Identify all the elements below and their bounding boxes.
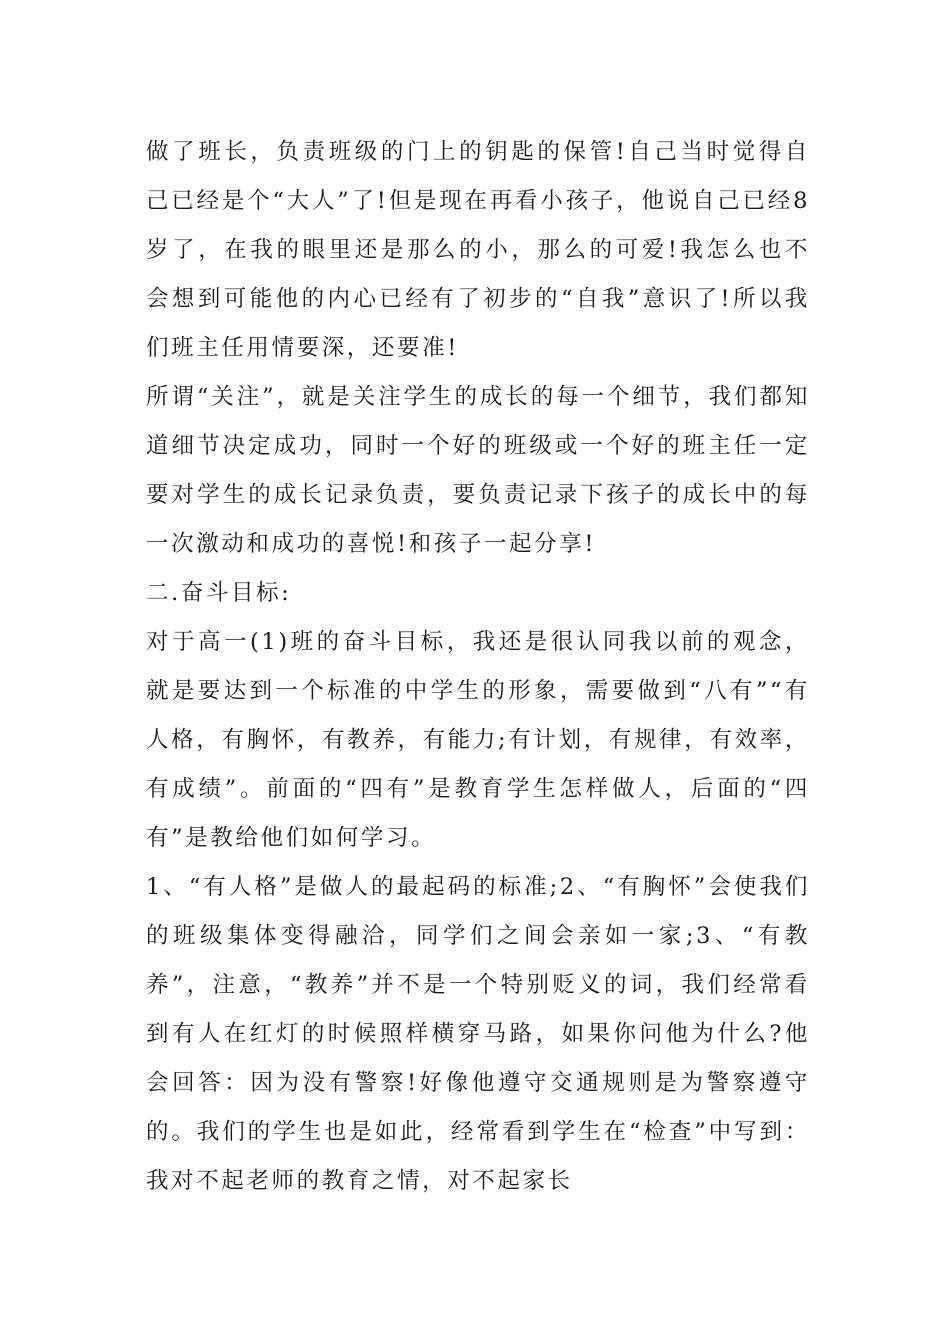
document-body <box>146 128 810 1206</box>
paragraph-eight-haves-details: 1、“有人格”是做人的最起码的标准;2、“有胸怀”会使我们的班级集体变得融洽，同学们之间会亲如一家;3、“有教养”，注意，“教养”并不是一个特别贬义的词，我们经常看到有人在红灯的时候照样横穿马路，如果你问他为什么?他会回答：因为没有警察!好像他遵守交通规则是为警察遵守的。我们的学生也是如此，经常看到学生在“检查”中写到：我对不起老师的教育之情，对不起家长 <box>146 874 810 1194</box>
paragraph-eight-haves: 对于高一(1)班的奋斗目标，我还是很认同我以前的观念，就是要达到一个标准的中学生的形象，需要做到“八有”“有人格，有胸怀，有教养，有能力;有计划，有规律，有效率，有成绩”。前面的“四有”是教育学生怎样做人，后面的“四有”是教给他们如何学习。 <box>146 629 810 851</box>
paragraph-attention: 所谓“关注”，就是关注学生的成长的每一个细节，我们都知道细节决定成功，同时一个好的班级或一个好的班主任一定要对学生的成长记录负责，要负责记录下孩子的成长中的每一次激动和成功的喜悦!和孩子一起分享! <box>146 384 810 557</box>
paragraph-class-monitor-memory: 做了班长，负责班级的门上的钥匙的保管!自己当时觉得自己已经是个“大人”了!但是现在再看小孩子，他说自己已经8岁了，在我的眼里还是那么的小，那么的可爱!我怎么也不会想到可能他的内心已经有了初步的“自我”意识了!所以我们班主任用情要深，还要准! <box>146 139 810 361</box>
section-heading-goals: 二.奋斗目标: <box>146 580 292 606</box>
